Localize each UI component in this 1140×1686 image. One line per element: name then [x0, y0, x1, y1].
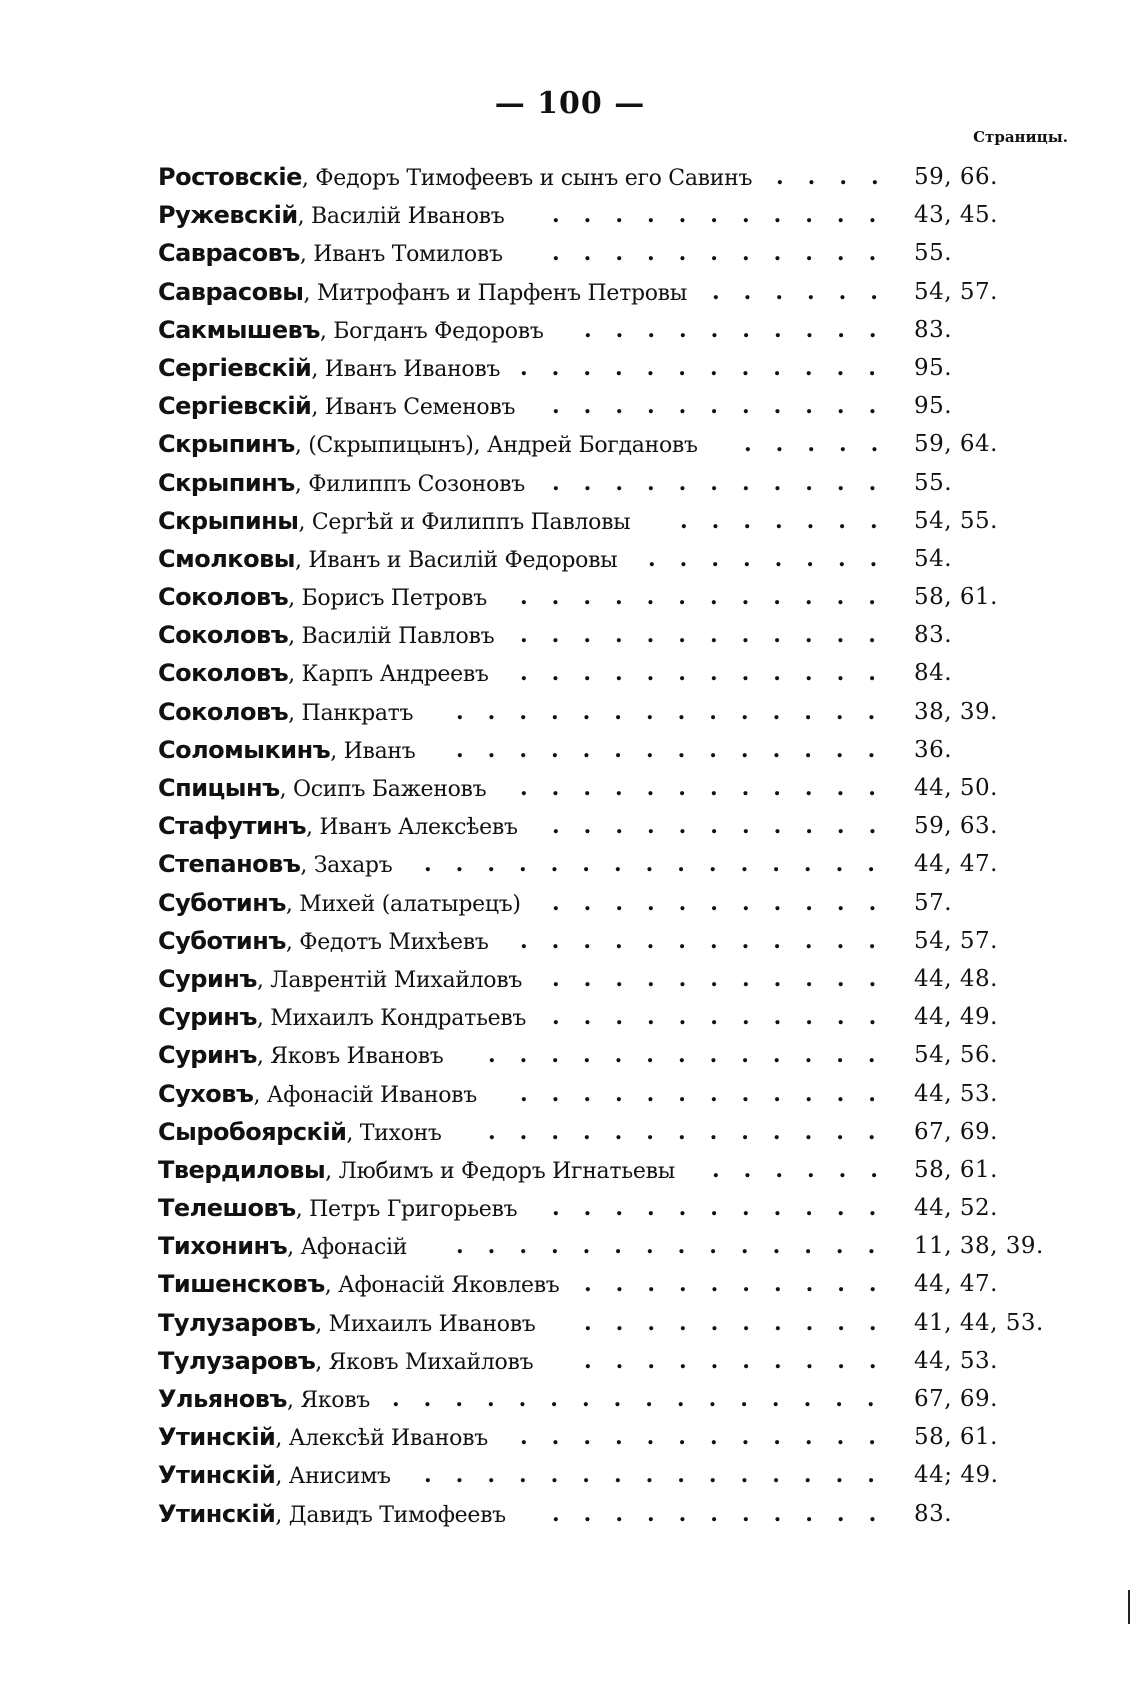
entry-surname: Суринъ: [158, 964, 257, 993]
entry-surname: Тулузаровъ: [158, 1346, 316, 1375]
dot-leaders: ............: [520, 1424, 900, 1451]
entry-page-refs: 95.: [914, 354, 953, 381]
index-entry: [158, 922, 1088, 960]
entry-page-refs: 44, 48.: [914, 965, 998, 992]
index-entry: [158, 998, 1088, 1036]
entry-page-refs: 67, 69.: [914, 1386, 998, 1412]
dot-leaders: ...........: [552, 240, 901, 267]
dot-leaders: ......: [712, 278, 902, 305]
entry-page-refs: 44, 47.: [914, 1271, 998, 1298]
index-entry: [158, 578, 1088, 616]
entry-page-refs: 67, 69.: [914, 1118, 998, 1145]
dot-leaders: ....: [776, 164, 903, 190]
entry-page-refs: 58, 61.: [914, 584, 998, 611]
dot-leaders: ............: [520, 927, 900, 954]
margin-mark: [1128, 1590, 1130, 1624]
entry-surname: Сергіевскій: [158, 392, 312, 421]
dot-leaders: ........: [648, 545, 902, 572]
index-entry: [158, 311, 1088, 349]
entry-page-refs: 44, 47.: [914, 851, 998, 878]
index-entry: [158, 1189, 1088, 1227]
entry-given-names: , Василій Павловъ: [288, 624, 495, 650]
entry-surname: Утинскій: [158, 1423, 276, 1452]
entry-page-refs: 58, 61.: [914, 1424, 998, 1451]
entry-given-names: , Осипъ Баженовъ: [279, 777, 487, 802]
entry-page-refs: 44, 50.: [914, 775, 998, 801]
entry-page-refs: 83.: [914, 1500, 953, 1527]
entry-given-names: , Иванъ: [330, 738, 416, 764]
entry-given-names: , Иванъ Семеновъ: [311, 395, 516, 421]
entry-page-refs: 54.: [914, 545, 953, 572]
entry-surname: Соколовъ: [158, 659, 289, 688]
entry-surname: Тулузаровъ: [158, 1308, 316, 1337]
dot-leaders: ..........: [584, 1347, 901, 1374]
entry-given-names: , Яковъ Михайловъ: [315, 1349, 534, 1375]
entry-page-refs: 43, 45.: [914, 202, 998, 229]
index-entry: [158, 425, 1088, 463]
entry-surname: Спицынъ: [158, 774, 280, 802]
dot-leaders: ...........: [552, 469, 901, 496]
entry-surname: Суринъ: [158, 1041, 257, 1070]
dot-leaders: ...........: [552, 813, 901, 840]
index-entry: [158, 807, 1088, 845]
entry-given-names: , Захаръ: [300, 853, 393, 879]
entry-surname: Суботинъ: [158, 926, 286, 955]
dot-leaders: ................: [392, 1386, 899, 1412]
entry-given-names: , Лаврентій Михайловъ: [256, 967, 523, 993]
entry-surname: Смолковы: [158, 544, 295, 573]
index-entry: [158, 1380, 1088, 1418]
entry-page-refs: 44; 49.: [914, 1462, 999, 1489]
index-entry: [158, 884, 1088, 922]
entry-surname: Утинскій: [158, 1461, 276, 1490]
entry-surname: Твердиловы: [158, 1155, 326, 1184]
entry-given-names: , Любимъ и Федоръ Игнатьевы: [325, 1158, 675, 1184]
index-entry: [158, 196, 1088, 234]
dot-leaders: ..........: [584, 1271, 901, 1298]
page-number: — 100 —: [494, 86, 646, 121]
dot-leaders: ...............: [424, 1462, 899, 1489]
entry-surname: Соколовъ: [158, 583, 289, 612]
entry-surname: Телешовъ: [158, 1194, 296, 1223]
entry-surname: Степановъ: [158, 850, 301, 879]
entry-page-refs: 41, 44, 53.: [914, 1309, 1044, 1336]
entry-given-names: , Федотъ Михѣевъ: [285, 929, 489, 955]
entry-page-refs: 36.: [914, 736, 953, 763]
index-entry: [158, 1265, 1088, 1303]
index-entry: [158, 693, 1088, 731]
dot-leaders: ...........: [552, 1004, 901, 1031]
entry-given-names: , Тихонъ: [346, 1120, 442, 1146]
entry-page-refs: 59, 66.: [914, 164, 998, 190]
entry-given-names: , Иванъ Алексѣевъ: [306, 815, 518, 841]
dot-leaders: ...........: [552, 1195, 901, 1222]
entry-page-refs: 54, 57.: [914, 278, 998, 305]
entry-page-refs: 54, 55.: [914, 507, 998, 534]
entry-given-names: , Михаилъ Ивановъ: [315, 1311, 536, 1337]
entry-given-names: , Афонасій Ивановъ: [253, 1082, 477, 1108]
dot-leaders: .....: [744, 431, 903, 458]
entry-surname: Скрыпинъ: [158, 430, 295, 459]
entry-given-names: , Петръ Григорьевъ: [295, 1197, 518, 1223]
entry-page-refs: 55.: [914, 469, 953, 496]
entry-page-refs: 95.: [914, 393, 953, 420]
dot-leaders: ...........: [552, 889, 901, 916]
dot-leaders: ............: [520, 622, 900, 649]
dot-leaders: ..........: [584, 1309, 901, 1336]
dot-leaders: .............: [488, 1118, 900, 1145]
entry-given-names: , Афонасій Яковлевъ: [324, 1273, 560, 1299]
entry-given-names: , Яковъ: [286, 1388, 371, 1413]
dot-leaders: ..............: [456, 736, 900, 763]
index-entry: [158, 1151, 1088, 1189]
entry-given-names: , Митрофанъ и Парфенъ Петровы: [303, 280, 687, 306]
dot-leaders: ...........: [552, 965, 901, 992]
dot-leaders: ......: [712, 1156, 902, 1183]
index-entry: [158, 1342, 1088, 1380]
index-entry: [158, 731, 1088, 769]
entry-page-refs: 44, 52.: [914, 1195, 998, 1222]
entry-surname: Ружевскій: [158, 201, 298, 230]
index-entry: [158, 1456, 1088, 1494]
entry-surname: Ульяновъ: [158, 1385, 287, 1413]
entry-given-names: , Алексѣй Ивановъ: [275, 1426, 488, 1452]
dot-leaders: ..........: [584, 316, 901, 343]
dot-leaders: .......: [680, 507, 902, 534]
entry-given-names: , Михаилъ Кондратьевъ: [256, 1006, 527, 1032]
dot-leaders: .............: [488, 1042, 900, 1069]
entry-surname: Соколовъ: [158, 697, 289, 726]
entry-surname: Сакмышевъ: [158, 315, 320, 344]
index-entry: [158, 1036, 1088, 1074]
entry-page-refs: 83.: [914, 622, 953, 649]
entry-page-refs: 59, 63.: [914, 813, 998, 840]
entry-surname: Скрыпины: [158, 506, 299, 535]
dot-leaders: ...........: [552, 202, 901, 229]
entry-given-names: , Василій Ивановъ: [297, 204, 505, 230]
entry-surname: Соколовъ: [158, 621, 289, 650]
entry-surname: Тихонинъ: [158, 1232, 288, 1261]
entry-surname: Тишенсковъ: [158, 1270, 325, 1299]
index-entry: [158, 1304, 1088, 1342]
entry-given-names: , Иванъ Томиловъ: [299, 242, 503, 268]
entry-page-refs: 54, 56.: [914, 1042, 998, 1069]
index-entry: [158, 387, 1088, 425]
entry-given-names: , Афонасій: [287, 1235, 408, 1261]
index-entry: [158, 1075, 1088, 1113]
dot-leaders: ............: [520, 584, 900, 611]
entry-page-refs: 44, 53.: [914, 1347, 998, 1374]
entry-surname: Утинскій: [158, 1499, 276, 1528]
dot-leaders: ...............: [424, 851, 899, 878]
index-entry: [158, 540, 1088, 578]
index-entry: [158, 654, 1088, 692]
index-entry: [158, 845, 1088, 883]
index-entry: [158, 158, 1088, 196]
entry-given-names: , Давидъ Тимофеевъ: [275, 1502, 506, 1528]
entry-page-refs: 83.: [914, 316, 953, 343]
entry-page-refs: 59, 64.: [914, 431, 998, 458]
entry-page-refs: 57.: [914, 889, 953, 916]
entry-surname: Суховъ: [158, 1079, 254, 1108]
entry-surname: Сергіевскій: [158, 353, 312, 382]
index-entry: [158, 464, 1088, 502]
entry-page-refs: 44, 53.: [914, 1080, 998, 1107]
index-entry: [158, 769, 1088, 807]
entry-surname: Стафутинъ: [158, 812, 307, 841]
entry-page-refs: 58, 61.: [914, 1156, 998, 1183]
index-entry: [158, 1495, 1088, 1533]
dot-leaders: ............: [520, 660, 900, 687]
entry-given-names: , Филиппъ Созоновъ: [294, 471, 525, 497]
entry-given-names: , Борисъ Петровъ: [288, 586, 487, 612]
dot-leaders: ...........: [552, 393, 901, 420]
entry-page-refs: 11, 38, 39.: [914, 1233, 1044, 1260]
entry-surname: Соломыкинъ: [158, 735, 331, 764]
index-entry: [158, 1113, 1088, 1151]
entry-surname: Ростовскіе: [158, 163, 302, 191]
dot-leaders: ............: [520, 1080, 900, 1107]
entry-page-refs: 54, 57.: [914, 927, 998, 954]
index-entry: [158, 1418, 1088, 1456]
entry-page-refs: 38, 39.: [914, 698, 998, 725]
entry-surname: Суринъ: [158, 1003, 257, 1032]
index-entry: [158, 234, 1088, 272]
entry-page-refs: 84.: [914, 660, 953, 687]
entry-given-names: , Анисимъ: [275, 1464, 391, 1490]
entry-given-names: , Сергѣй и Филиппъ Павловы: [298, 509, 631, 535]
index-entry: [158, 502, 1088, 540]
entry-page-refs: 55.: [914, 240, 953, 267]
dot-leaders: ...........: [552, 1500, 901, 1527]
index-entry: [158, 1227, 1088, 1265]
entry-given-names: , (Скрыпицынъ), Андрей Богдановъ: [294, 433, 698, 459]
entry-surname: Саврасовъ: [158, 239, 300, 268]
name-index-list: [158, 158, 1088, 1533]
entry-given-names: , Федоръ Тимофеевъ и сынъ его Савинъ: [301, 166, 753, 191]
entry-surname: Суботинъ: [158, 888, 286, 917]
entry-given-names: , Богданъ Федоровъ: [319, 318, 544, 344]
dot-leaders: ..............: [456, 698, 900, 725]
entry-surname: Скрыпинъ: [158, 468, 295, 497]
dot-leaders: ............: [520, 354, 900, 381]
entry-page-refs: 44, 49.: [914, 1004, 998, 1031]
entry-given-names: , Михей (алатырецъ): [285, 891, 521, 917]
entry-given-names: , Яковъ Ивановъ: [256, 1044, 444, 1070]
entry-surname: Сыробоярскій: [158, 1117, 347, 1146]
index-entry: [158, 349, 1088, 387]
dot-leaders: ..............: [456, 1233, 900, 1260]
index-entry: [158, 616, 1088, 654]
pages-column-header: Страницы.: [973, 128, 1068, 146]
dot-leaders: ............: [520, 775, 900, 801]
entry-given-names: , Панкратъ: [288, 700, 414, 726]
entry-given-names: , Карпъ Андреевъ: [288, 662, 489, 688]
entry-surname: Саврасовы: [158, 277, 304, 306]
index-entry: [158, 960, 1088, 998]
entry-given-names: , Иванъ Ивановъ: [311, 356, 501, 382]
index-entry: [158, 273, 1088, 311]
entry-given-names: , Иванъ и Василій Федоровы: [294, 547, 618, 573]
